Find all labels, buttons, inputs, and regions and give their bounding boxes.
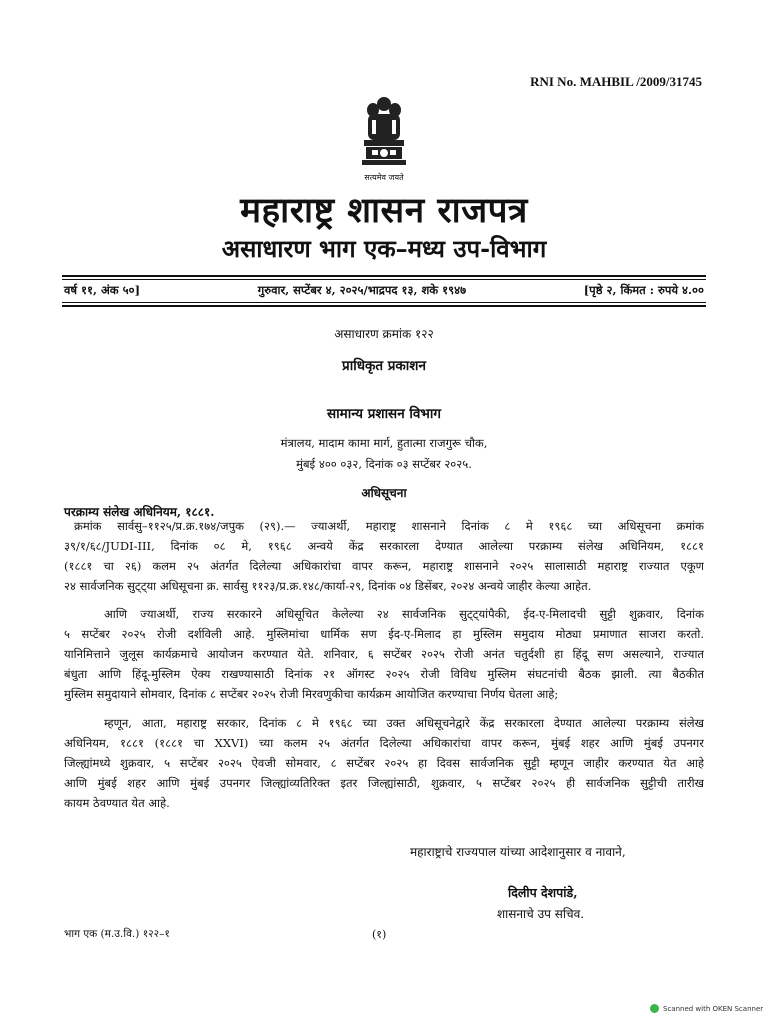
paragraph-line: कायम ठेवण्यात येत आहे. <box>64 796 170 810</box>
paragraph-line: ५ सप्टेंबर २०२५ रोजी दर्शविली आहे. मुस्लिमांचा धार्मिक सण ईद-ए-मिलाद हा मुस्लिम समुदाय मोठ्या प्रमाणात साजरा करतो. <box>64 627 704 641</box>
authorized-publication: प्राधिकृत प्रकाशन <box>342 358 426 374</box>
pages-price: [पृष्ठे २, किंमत : रुपये ४.०० <box>583 283 704 297</box>
paragraph-1 <box>64 516 704 596</box>
paragraph-line: आणि ज्याअर्थी, राज्य सरकारने अधिसूचित केलेल्या २४ सार्वजनिक सुट्ट्यांपैकी, ईद-ए-मिलादची सुट्टी शुक्रवार, दिनांक <box>104 607 704 621</box>
paragraph-line: क्रमांक सार्वसु–११२५/प्र.क्र.१७४/जपुक (२९).— ज्याअर्थी, महाराष्ट्र शासनाने दिनांक ८ मे १९६८ च्या अधिसूचना क्रमांक <box>74 519 704 533</box>
address-line: मंत्रालय, मादाम कामा मार्ग, हुतात्मा राजगुरू चौक, <box>280 436 488 450</box>
volume-issue: वर्ष ११, अंक ५०] <box>64 283 141 297</box>
issue-date: गुरुवार, सप्टेंबर ४, २०२५/भाद्रपद १३, शके १९४७ <box>257 283 467 297</box>
gazette-subtitle: असाधारण भाग एक–मध्य उप-विभाग <box>221 234 547 263</box>
gazette-title: महाराष्ट्र शासन राजपत्र <box>240 190 528 231</box>
paragraph-line: बंधुता आणि हिंदू-मुस्लिम ऐक्य राखण्यासाठी दिनांक २१ ऑगस्ट २०२५ रोजी विविध मुस्लिम संघटनांची बैठक झाली. त्या बैठकीत <box>64 667 704 681</box>
paragraph-line: यानिमित्ताने जुलूस कार्यक्रमाचे आयोजन करण्यात येते. शनिवार, ६ सप्टेंबर २०२५ रोजी अनंत चतुर्दशी हा हिंदू सण असल्याने, राज्यात <box>64 647 704 661</box>
department-name: सामान्य प्रशासन विभाग <box>327 406 441 422</box>
header-rule <box>62 279 706 280</box>
paragraph-line: ३९/१/६८/JUDI-III, दिनांक ०८ मे, १९६८ अन्वये केंद्र सरकारला देण्यात आलेल्या परक्राम्य संलेख अधिनियम, १८८१ <box>64 539 704 553</box>
page-number: (१) <box>372 928 387 941</box>
paragraph-line: (१८८१ चा २६) कलम २५ अंतर्गत दिलेल्या अधिकारांचा वापर करून, महाराष्ट्र शासनाने २०२५ सालासाठी महाराष्ट्र राज्यात एकूण <box>64 559 704 573</box>
paragraph-line: मुस्लिम समुदायाने सोमवार, दिनांक ८ सप्टेंबर २०२५ रोजी मिरवणुकीचा कार्यक्रम आयोजित करण्याचा निर्णय घेतला आहे; <box>64 687 559 701</box>
national-emblem-icon <box>358 94 410 174</box>
paragraph-2 <box>64 604 704 704</box>
footer-part-number: भाग एक (म.उ.वि.) १२२–१ <box>64 928 170 940</box>
signatory-designation: शासनाचे उप सचिव. <box>497 907 585 921</box>
header-rule <box>62 275 706 277</box>
emblem-motto: सत्यमेव जयते <box>364 173 404 182</box>
issue-info-line <box>64 283 704 298</box>
header-rule <box>62 302 706 303</box>
scanner-label: Scanned with OKEN Scanner <box>663 1004 764 1013</box>
paragraph-line: आणि मुंबई शहर आणि मुंबई उपनगर जिल्ह्यांव्यतिरिक्त इतर जिल्ह्यांसाठी, शुक्रवार, ५ सप्टेंबर २०२५ ही सार्वजनिक सुट्टीची तारीख <box>64 776 704 790</box>
scanner-logo-icon <box>650 1004 659 1013</box>
act-title: परक्राम्य संलेख अधिनियम, १८८१. <box>64 505 215 519</box>
signatory-name: दिलीप देशपांडे, <box>508 885 578 900</box>
paragraph-line: अधिनियम, १८८१ (१८८१ चा XXVI) च्या कलम २५ अंतर्गत दिलेल्या अधिकारांचा वापर करून, मुंबई शहर आणि मुंबई उपनगर <box>64 736 704 750</box>
paragraph-line: २४ सार्वजनिक सुट्ट्या अधिसूचना क्र. सार्वसु ११२३/प्र.क्र.१४८/कार्या-२९, दिनांक ०४ डिसेंबर, २०२४ अन्वये जाहीर केल्या आहेत. <box>64 579 592 593</box>
notification-heading: अधिसूचना <box>361 486 407 500</box>
paragraph-line: जिल्ह्यांमध्ये शुक्रवार, ५ सप्टेंबर २०२५ ऐवजी सोमवार, ८ सप्टेंबर २०२५ हा दिवस सार्वजनिक सुट्टी म्हणून जाहीर करण्यात येत आहे <box>64 756 704 770</box>
extraordinary-number: असाधारण क्रमांक १२२ <box>334 327 434 341</box>
scanner-watermark <box>650 1004 763 1013</box>
paragraph-3 <box>64 713 704 813</box>
header-rule <box>62 305 706 307</box>
rni-number: RNI No. MAHBIL /2009/31745 <box>530 74 702 89</box>
address-date-line: मुंबई ४०० ०३२, दिनांक ०३ सप्टेंबर २०२५. <box>296 457 472 471</box>
paragraph-line: म्हणून, आता, महाराष्ट्र सरकार, दिनांक ८ मे १९६८ च्या उक्त अधिसूचनेद्वारे केंद्र सरकारला देण्यात आलेल्या परक्राम्य संलेख <box>104 716 704 730</box>
closing-statement: महाराष्ट्राचे राज्यपाल यांच्या आदेशानुसार व नावाने, <box>410 845 626 859</box>
